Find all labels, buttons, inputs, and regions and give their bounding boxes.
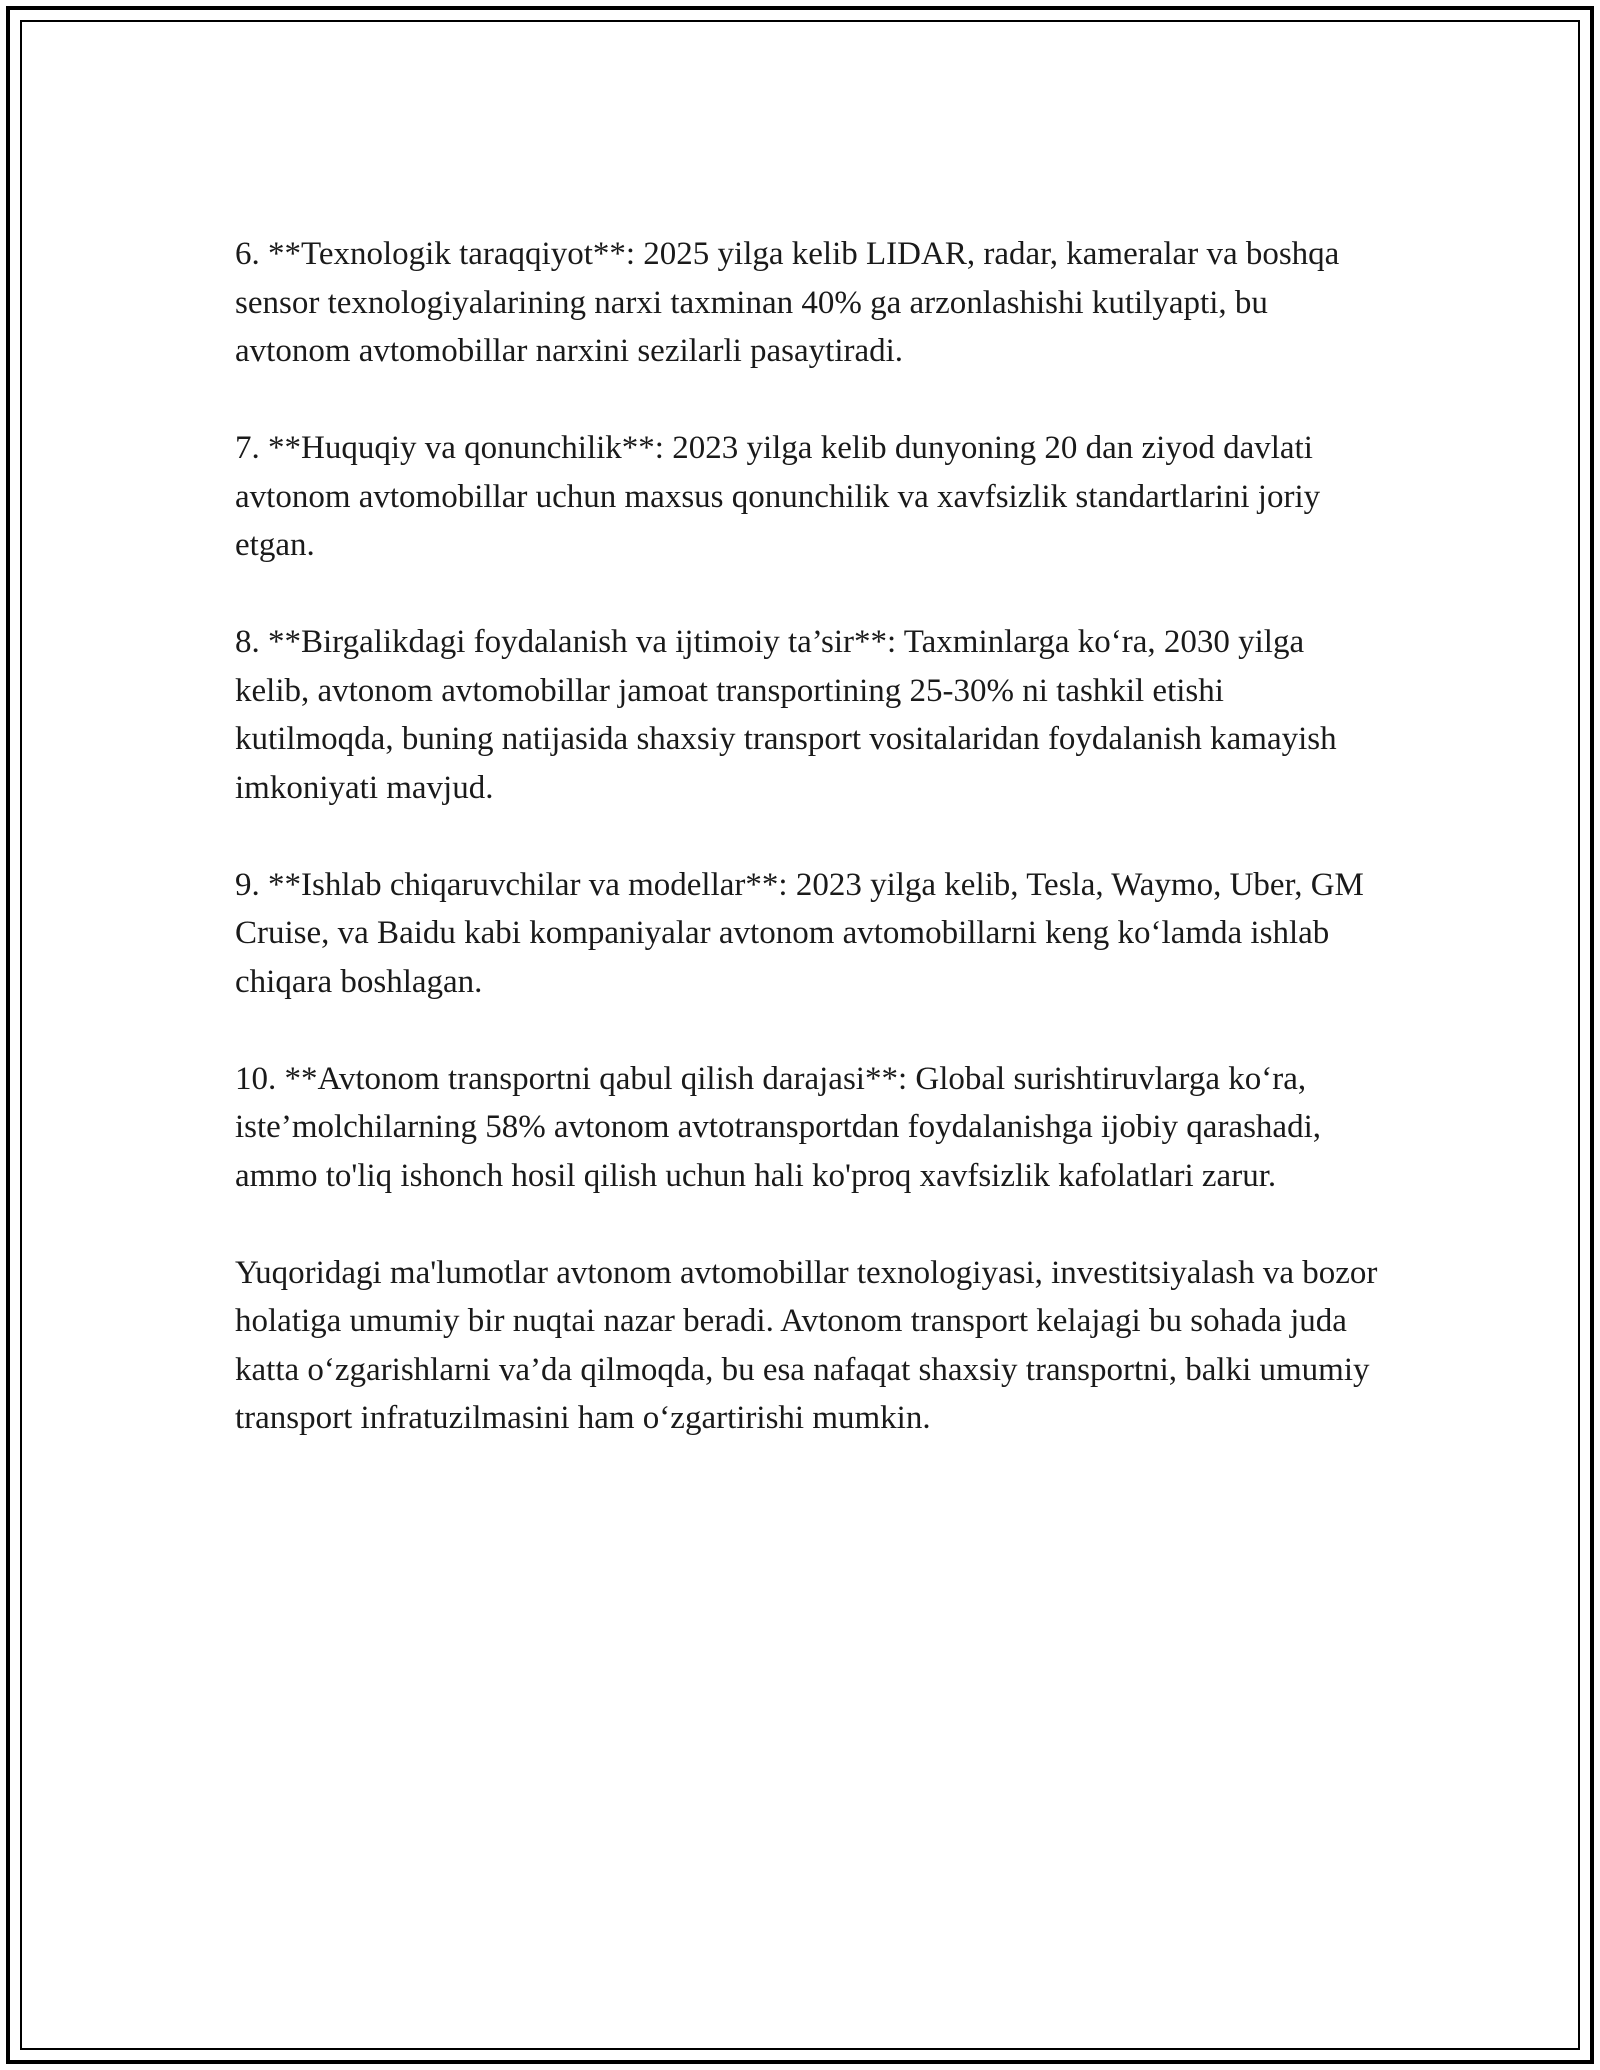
paragraph-item-8: 8. **Birgalikdagi foydalanish va ijtimoiy ta’sir**: Taxminlarga ko‘ra, 2030 yilga kelib, avtonom avtomobillar jamoat transportining 25-30% ni tashkil etishi kutilmoqda, buning natijasida shaxsiy transport vositalaridan foydalanish kamayish imkoniyati mavjud. [235, 624, 1337, 806]
paragraph-item-10: 10. **Avtonom transportni qabul qilish darajasi**: Global surishtiruvlarga ko‘ra, iste’molchilarning 58% avtonom avtotransportdan foydalanishga ijobiy qarashadi, ammo to'liq ishonch hosil qilish uchun hali ko'proq xavfsizlik kafolatlari zarur. [235, 1060, 1321, 1194]
document-body [235, 230, 1385, 1491]
conclusion-paragraph: Yuqoridagi ma'lumotlar avtonom avtomobillar texnologiyasi, investitsiyalash va bozor holatiga umumiy bir nuqtai nazar beradi. Avtonom transport kelajagi bu sohada juda katta o‘zgarishlarni va’da qilmoqda, bu esa nafaqat shaxsiy transportni, balki umumiy transport infratuzilmasini ham o‘zgartirishi mumkin. [235, 1254, 1378, 1436]
paragraph-item-7: 7. **Huquqiy va qonunchilik**: 2023 yilga kelib dunyoning 20 dan ziyod davlati avtonom avtomobillar uchun maxsus qonunchilik va xavfsizlik standartlarini joriy etgan. [235, 430, 1321, 563]
paragraph-item-9: 9. **Ishlab chiqaruvchilar va modellar**: 2023 yilga kelib, Tesla, Waymo, Uber, GM Cruise, va Baidu kabi kompaniyalar avtonom avtomobillarni keng ko‘lamda ishlab chiqara boshlagan. [235, 866, 1364, 1000]
paragraph-item-6: 6. **Texnologik taraqqiyot**: 2025 yilga kelib LIDAR, radar, kameralar va boshqa sensor texnologiyalarining narxi taxminan 40% ga arzonlashishi kutilyapti, bu avtonom avtomobillar narxini sezilarli pasaytiradi. [235, 236, 1340, 369]
